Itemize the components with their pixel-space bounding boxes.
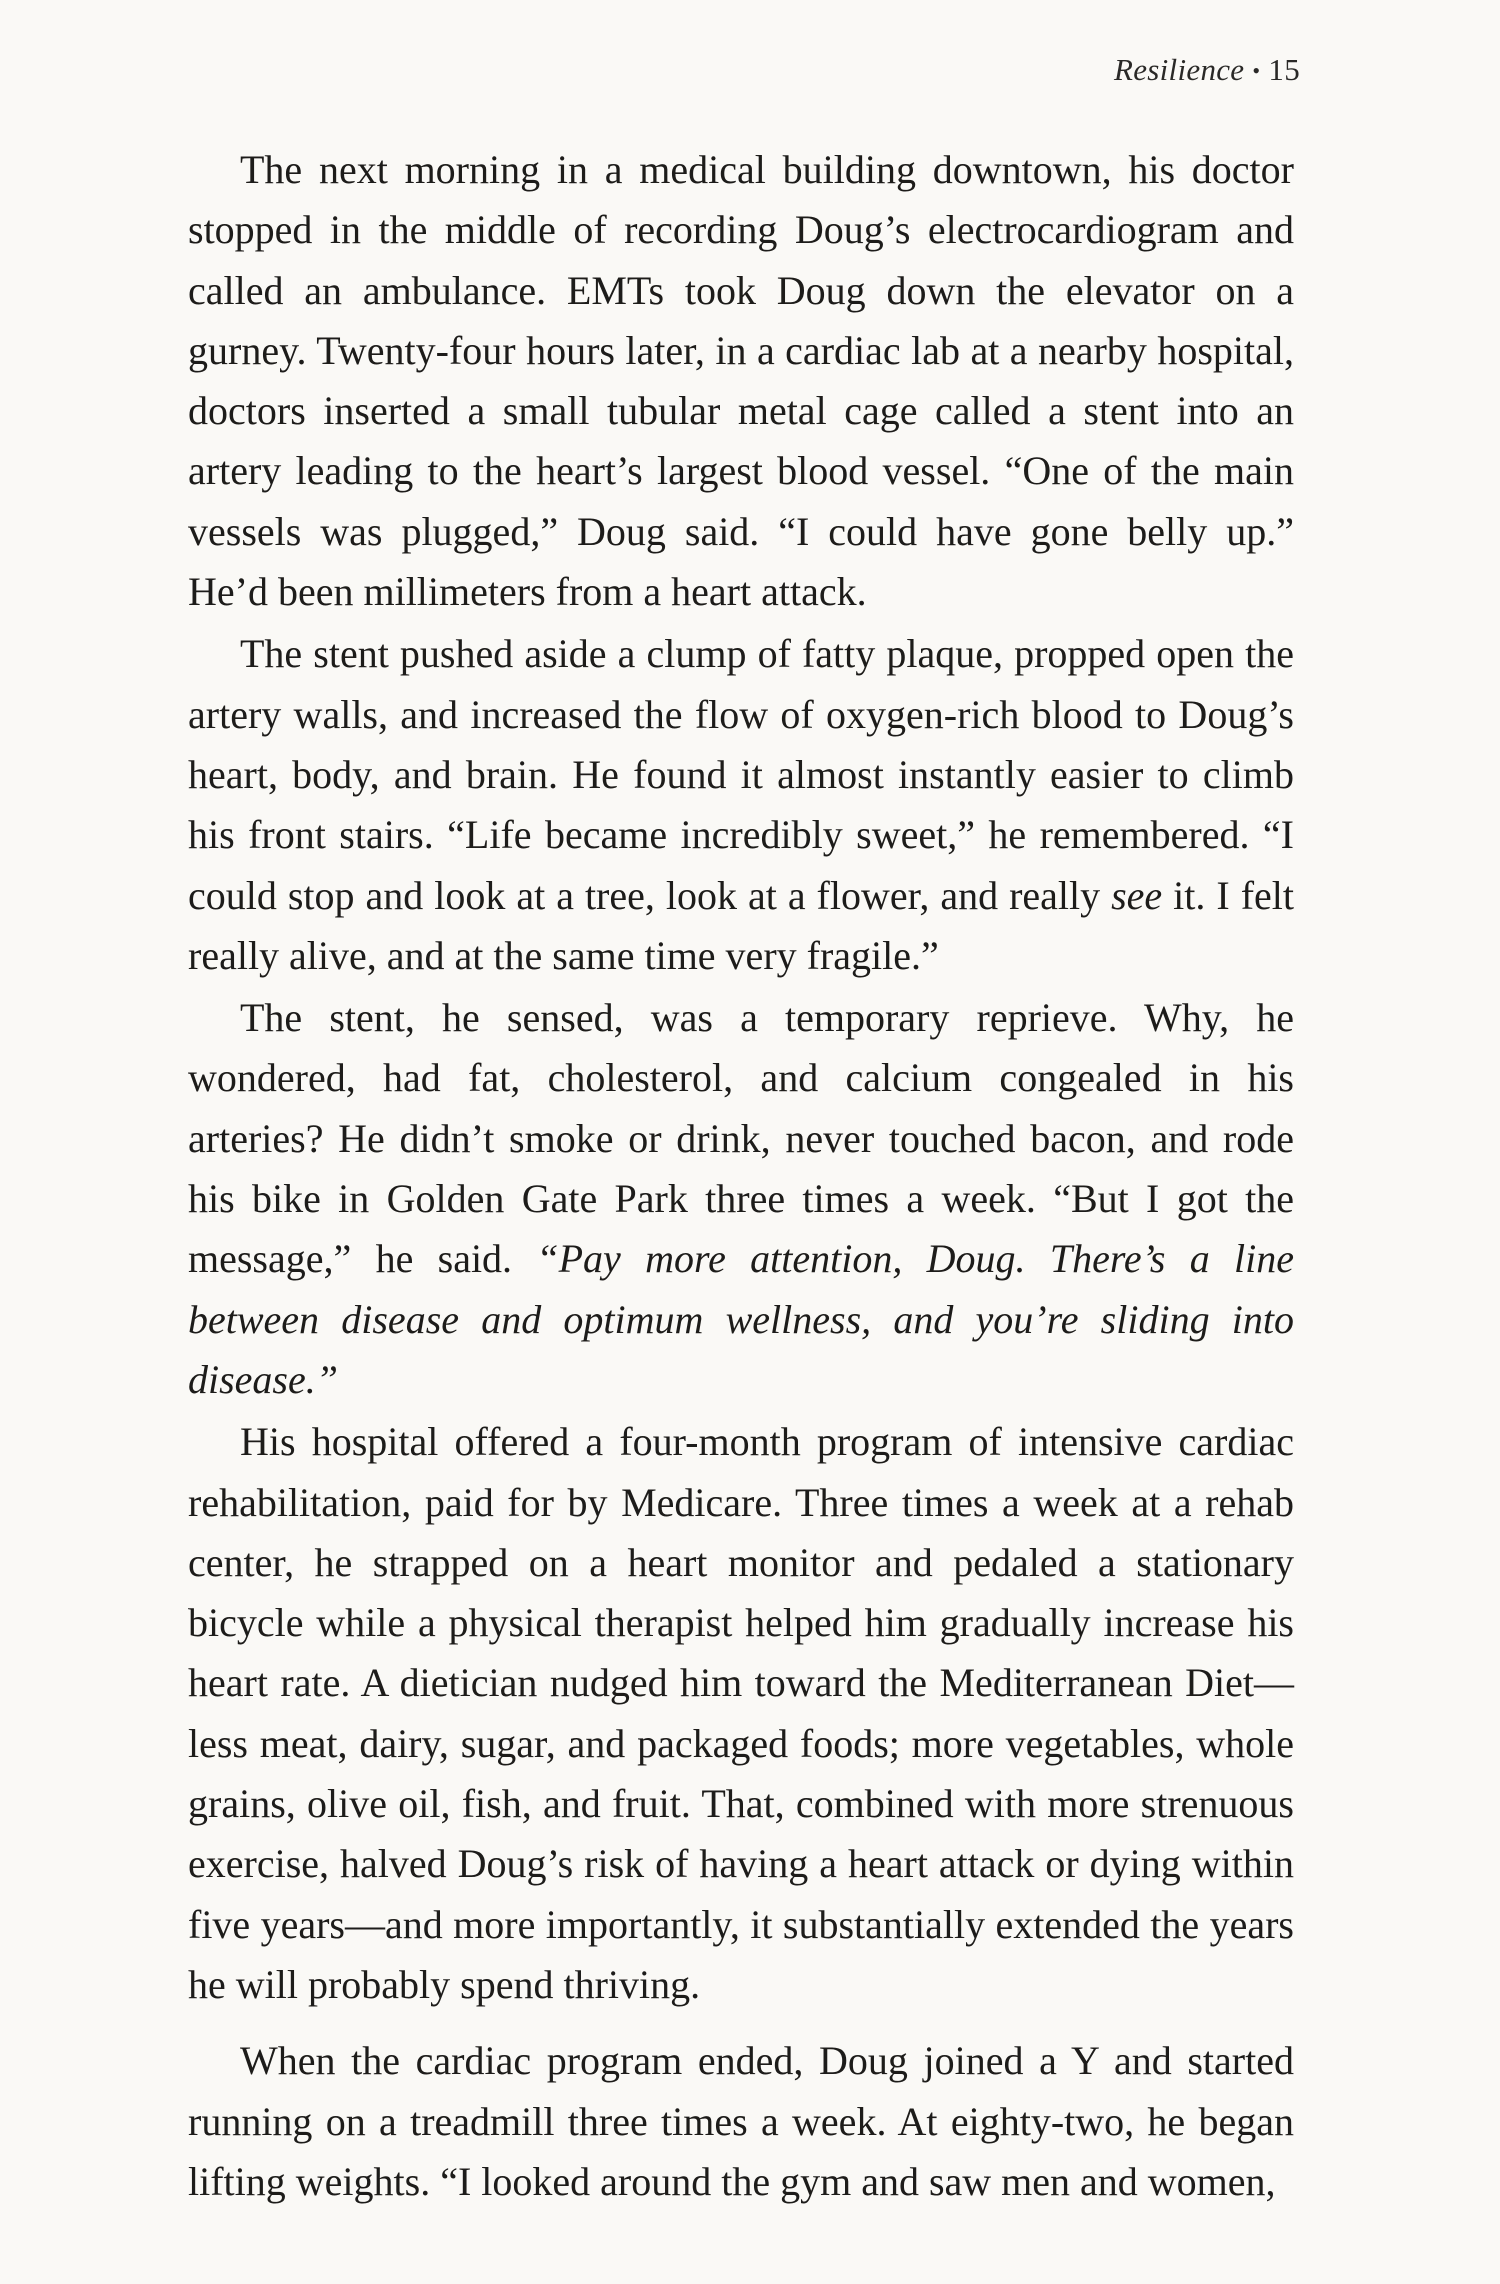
body-text: [188, 140, 1294, 2212]
text-run: it. I felt really alive, and at the same time very fragile.”: [188, 872, 1294, 978]
paragraph: [188, 624, 1294, 986]
header-separator: •: [1252, 58, 1261, 83]
text-run: The next morning in a medical building downtown, his doctor stopped in the middle of recording Doug’s electrocardiogram and called an ambulance. EMTs took Doug down the elevator on a gurney. Twenty-four hours later, in a cardiac lab at a nearby hospital, doctors inserted a small tubular metal cage called a stent into an artery leading to the heart’s largest blood vessel. “One of the main vessels was plugged,” Doug said. “I could have gone belly up.” He’d been millimeters from a heart attack.: [188, 147, 1294, 615]
text-run: The stent, he sensed, was a temporary reprieve. Why, he wondered, had fat, cholesterol, and calcium congealed in his arteries? He didn’t smoke or drink, never touched bacon, and rode his bike in Golden Gate Park three times a week. “But I got the message,” he said.: [188, 995, 1294, 1282]
text-run: His hospital offered a four-month program of intensive cardiac rehabilitation, paid for by Medicare. Three times a week at a rehab center, he strapped on a heart monitor and pedaled a stationary bicycle while a physical therapist helped him gradually increase his heart rate. A dietician nudged him toward the Mediterranean Diet—less meat, dairy, sugar, and packaged foods; more vegetables, whole grains, olive oil, fish, and fruit. That, combined with more strenuous exercise, halved Doug’s risk of having a heart attack or dying within five years—and more importantly, it substantially extended the years he will probably spend thriving.: [188, 1419, 1294, 2007]
paragraph: [188, 2031, 1294, 2212]
text-run: When the cardiac program ended, Doug joined a Y and started running on a treadmill three times a week. At eighty-two, he began lifting weights. “I looked around the gym and saw men and women,: [188, 2038, 1294, 2204]
paragraph: [188, 1412, 1294, 2015]
text-run-italic: see: [1111, 872, 1163, 918]
paragraph: [188, 140, 1294, 622]
text-run-italic: “Pay more attention, Doug. There’s a line between disease and optimum wellness, and you’re sliding into disease.”: [188, 1236, 1295, 1402]
text-run: The stent pushed aside a clump of fatty plaque, propped open the artery walls, and increased the flow of oxygen-rich blood to Doug’s heart, body, and brain. He found it almost instantly easier to climb his front stairs. “Life became incredibly sweet,” he remembered. “I could stop and look at a tree, look at a flower, and really: [188, 631, 1294, 918]
paragraph: [188, 988, 1294, 1410]
page-number: 15: [1268, 52, 1300, 87]
section-title: Resilience: [1113, 52, 1245, 87]
running-header: [1114, 52, 1300, 88]
